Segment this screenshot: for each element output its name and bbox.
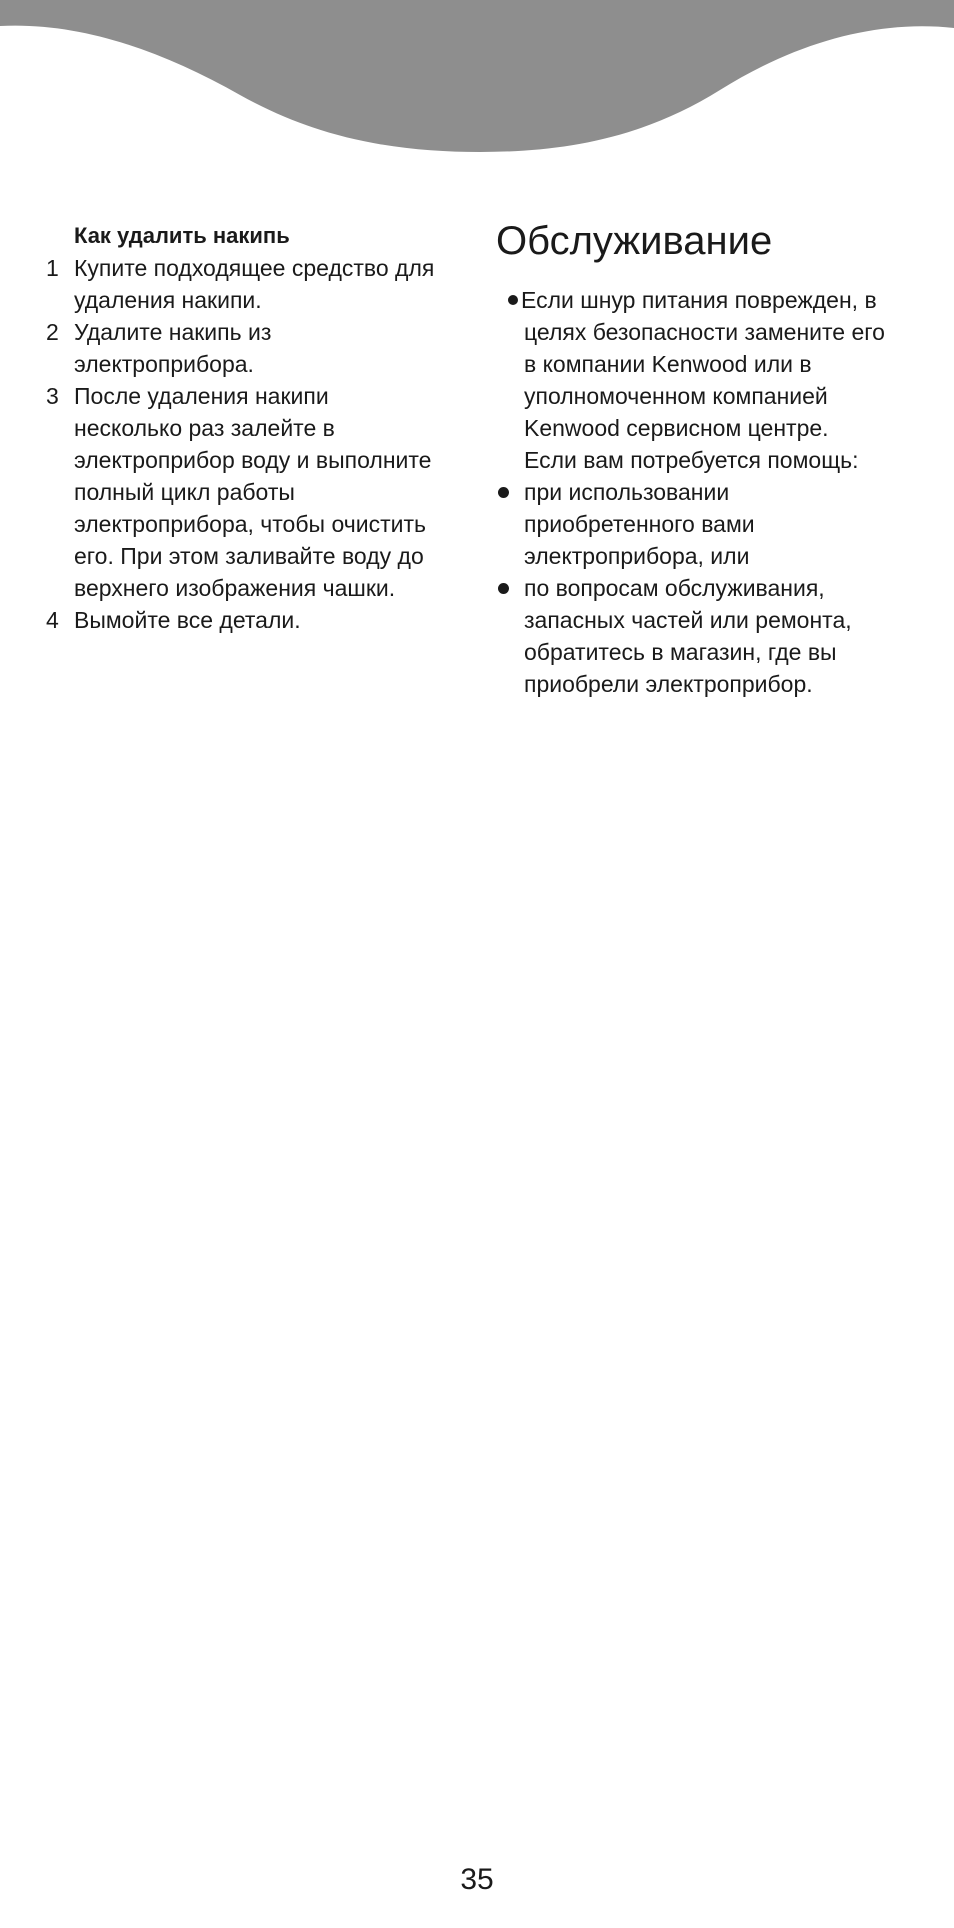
bullet-line: приобрели электроприбор. bbox=[524, 671, 813, 697]
step-text bbox=[74, 316, 466, 380]
step-number: 1 bbox=[46, 255, 59, 281]
service-title: Обслуживание bbox=[496, 219, 773, 263]
step-line: После удаления накипи bbox=[74, 383, 329, 409]
service-bullet bbox=[496, 476, 936, 572]
page-number: 35 bbox=[460, 1863, 494, 1896]
bullet-line: приобретенного вами bbox=[524, 511, 755, 537]
descaling-step bbox=[46, 380, 466, 604]
service-bullet-cord bbox=[496, 284, 936, 316]
step-text bbox=[74, 380, 466, 604]
bullet-line: запасных частей или ремонта, bbox=[524, 607, 852, 633]
service-bullet bbox=[496, 572, 936, 700]
bullet-line: уполномоченном компанией bbox=[524, 383, 828, 409]
step-line: Вымойте все детали. bbox=[74, 607, 301, 633]
bullet-line: электроприбора, или bbox=[524, 543, 750, 569]
bullet-line: Если шнур питания поврежден, в bbox=[521, 287, 877, 313]
step-line: электроприбора, чтобы очистить bbox=[74, 511, 426, 537]
bullet-line: по вопросам обслуживания, bbox=[524, 575, 825, 601]
step-line: Купите подходящее средство для bbox=[74, 255, 435, 281]
descaling-section bbox=[46, 220, 466, 636]
descaling-title: Как удалить накипь bbox=[74, 223, 290, 248]
step-line: полный цикл работы bbox=[74, 479, 295, 505]
step-line: удаления накипи. bbox=[74, 287, 262, 313]
step-line: несколько раз залейте в bbox=[74, 415, 335, 441]
descaling-step bbox=[46, 252, 466, 316]
step-number: 3 bbox=[46, 383, 59, 409]
descaling-step bbox=[46, 316, 466, 380]
step-line: электроприбор воду и выполните bbox=[74, 447, 432, 473]
descaling-step bbox=[46, 604, 466, 636]
step-line: Удалите накипь из bbox=[74, 319, 272, 345]
step-line: его. При этом заливайте воду до bbox=[74, 543, 424, 569]
bullet-line: обратитесь в магазин, где вы bbox=[524, 639, 837, 665]
bullet-line: в компании Kenwood или в bbox=[524, 351, 812, 377]
bullet-dot-icon bbox=[496, 572, 524, 700]
bullet-line: целях безопасности замените его bbox=[524, 319, 885, 345]
help-line: Если вам потребуется помощь: bbox=[524, 447, 859, 473]
header-wave-band bbox=[0, 0, 954, 160]
bullet-line: при использовании bbox=[524, 479, 730, 505]
bullet-dot-icon bbox=[496, 476, 524, 572]
step-text bbox=[74, 252, 466, 316]
bullet-text bbox=[524, 476, 936, 572]
step-number: 2 bbox=[46, 319, 59, 345]
bullet-line: Kenwood сервисном центре. bbox=[524, 415, 829, 441]
step-text bbox=[74, 604, 466, 636]
step-line: электроприбора. bbox=[74, 351, 254, 377]
service-section bbox=[496, 216, 936, 700]
bullet-text bbox=[524, 572, 936, 700]
step-number: 4 bbox=[46, 607, 59, 633]
step-line: верхнего изображения чашки. bbox=[74, 575, 396, 601]
bullet-dot-icon bbox=[508, 295, 518, 305]
